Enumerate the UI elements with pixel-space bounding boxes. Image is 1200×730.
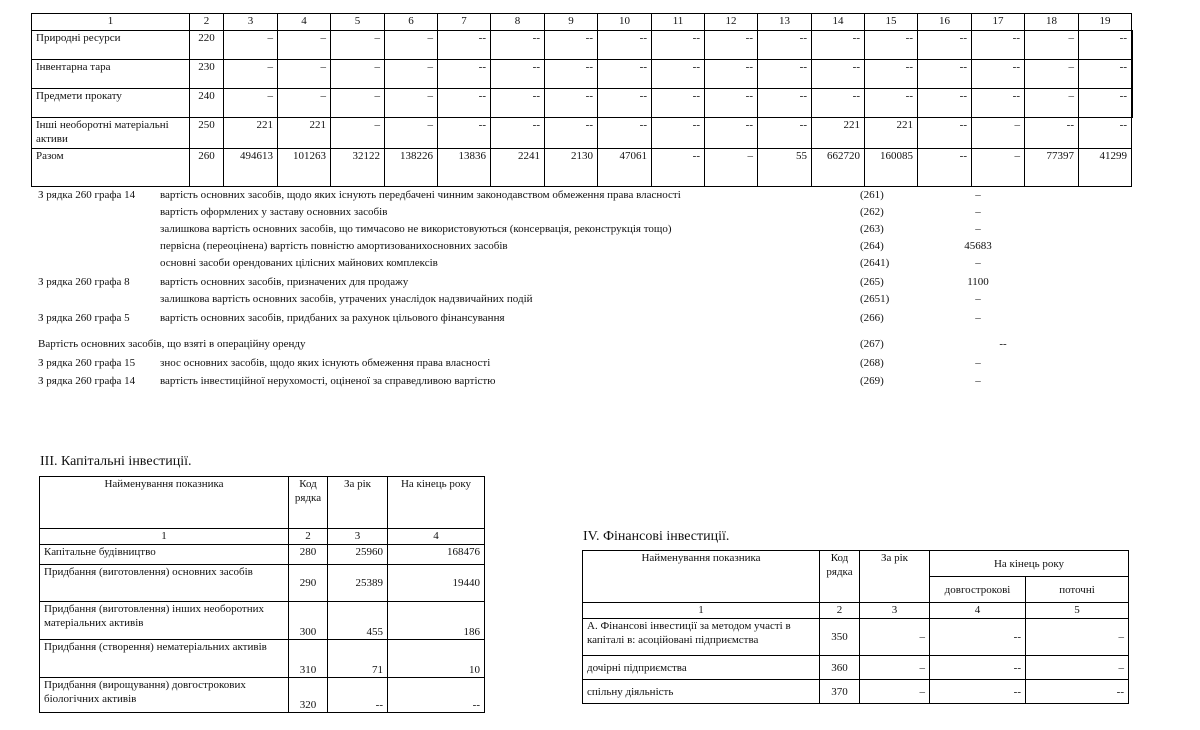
note-text: вартість основних засобів, призначених для продажу [160,276,409,288]
colnum: 3 [328,529,388,545]
colnum: 2 [820,603,860,619]
cell-value: -- [545,31,598,60]
table-row [583,656,1129,680]
note-code: (269) [860,375,884,387]
cell-value: 221 [224,118,278,149]
row-code: 240 [190,89,224,118]
cell-value: 77397 [1025,149,1079,187]
colnum: 3 [860,603,930,619]
cell-value: – [1025,31,1079,60]
cell-value: – [972,118,1025,149]
column-number: 19 [1079,14,1132,31]
row-code: 260 [190,149,224,187]
cell-value: -- [865,89,918,118]
header-year: За рік [328,477,388,529]
cell-value: -- [972,31,1025,60]
colnum: 1 [40,529,289,545]
note-code: (261) [860,189,884,201]
end-value: 186 [388,602,485,640]
cell-value: -- [918,31,972,60]
row-name: Інші необоротні матеріальні активи [32,118,190,149]
column-number: 11 [652,14,705,31]
header-end: На кінець року [388,477,485,529]
current-value: – [1026,619,1129,656]
row-name: Капітальне будівництво [40,545,289,565]
capital-investments-title: ІІІ. Капітальні інвестиції. [40,454,192,469]
table-row [32,60,1133,89]
row-code: 360 [820,656,860,680]
header-code: Код рядка [820,551,860,603]
note-row [38,356,1038,373]
column-number: 16 [918,14,972,31]
long-term-value: -- [930,656,1026,680]
header-code: Код рядка [289,477,328,529]
long-term-value: -- [930,680,1026,704]
column-number: 14 [812,14,865,31]
table-row [583,680,1129,704]
cell-value: 47061 [598,149,652,187]
note-code: (2641) [860,257,890,269]
header-long-term: довгострокові [930,577,1026,603]
cell-value: 221 [812,118,865,149]
cell-value: -- [705,60,758,89]
cell-value: -- [545,60,598,89]
header-current: поточні [1026,577,1129,603]
colnum: 5 [1026,603,1129,619]
column-number: 17 [972,14,1025,31]
cell-value [1132,60,1133,89]
note-text: знос основних засобів, щодо яких існують обмеження права власності [160,357,491,369]
cell-value: -- [652,149,705,187]
note-row [38,205,1038,222]
note-row [38,292,1038,309]
note-text: вартість оформлених у заставу основних засобів [160,206,388,218]
cell-value: – [224,31,278,60]
colnum: 4 [388,529,485,545]
table-row [40,678,485,713]
cell-value: – [385,89,438,118]
colnum: 1 [583,603,820,619]
column-number: 6 [385,14,438,31]
row-name: Придбання (виготовлення) інших необоротних матеріальних активів [40,602,289,640]
row-code: 350 [820,619,860,656]
row-name: Інвентарна тара [32,60,190,89]
note-code: (263) [860,223,884,235]
colnum: 2 [289,529,328,545]
column-number: 10 [598,14,652,31]
table-row [32,31,1133,60]
cell-value: -- [918,89,972,118]
cell-value: -- [758,89,812,118]
cell-value [1132,31,1133,60]
column-number-row [32,14,1133,31]
cell-value: -- [918,60,972,89]
cell-value: 41299 [1079,149,1132,187]
header-name: Найменування показника [40,477,289,529]
cell-value [1132,89,1133,118]
header-year: За рік [860,551,930,603]
cell-value: 138226 [385,149,438,187]
end-value: 10 [388,640,485,678]
note-prefix: З рядка 260 графа 14 [38,375,136,387]
note-row [38,275,1038,292]
row-name: спільну діяльність [583,680,820,704]
cell-value: – [278,89,331,118]
cell-value: 32122 [331,149,385,187]
row-code: 230 [190,60,224,89]
note-row [38,311,1038,328]
year-value: – [860,656,930,680]
column-number: 5 [331,14,385,31]
note-prefix: З рядка 260 графа 14 [38,189,136,201]
note-value: – [975,189,981,201]
cell-value: 221 [278,118,331,149]
cell-value: -- [865,31,918,60]
cell-value: – [331,118,385,149]
year-value: 455 [328,602,388,640]
cell-value: -- [865,60,918,89]
row-name: дочірні підприємства [583,656,820,680]
financial-investments-table [582,550,1129,704]
row-name: Разом [32,149,190,187]
year-value: 25389 [328,565,388,602]
note-value: -- [999,338,1007,350]
note-text: вартість основних засобів, щодо яких існують передбачені чинним законодавством обмеження права власності [160,189,681,201]
note-row [38,239,1038,256]
cell-value: – [385,118,438,149]
cell-value: -- [652,89,705,118]
row-name: Придбання (виготовлення) основних засобів [40,565,289,602]
note-prefix: З рядка 260 графа 15 [38,357,136,369]
column-number: 7 [438,14,491,31]
cell-value: – [705,149,758,187]
column-number: 12 [705,14,758,31]
fixed-assets-table [31,13,1133,187]
note-row [38,256,1038,273]
table-row [32,149,1133,187]
note-code: (267) [860,338,884,350]
cell-value: 2130 [545,149,598,187]
cell-value: -- [972,60,1025,89]
capital-investments-table [39,476,485,713]
note-code: (264) [860,240,884,252]
table-row [40,565,485,602]
end-value: 19440 [388,565,485,602]
note-text: первісна (переоцінена) вартість повністю амортизованихосновних засобів [160,240,508,252]
cell-value: 2241 [491,149,545,187]
header-name: Найменування показника [583,551,820,603]
note-row [38,374,1038,391]
colnum: 4 [930,603,1026,619]
table-row [32,89,1133,118]
cell-value: -- [758,60,812,89]
cell-value: 160085 [865,149,918,187]
note-value: 45683 [964,240,992,252]
long-term-value: -- [930,619,1026,656]
cell-value: -- [1079,89,1132,118]
note-text: вартість інвестиційної нерухомості, оціненої за справедливою вартістю [160,375,496,387]
cell-value: – [972,149,1025,187]
year-value: 71 [328,640,388,678]
note-value: – [975,293,981,305]
row-name: Придбання (вирощування) довгострокових біологічних активів [40,678,289,713]
financial-investments-title: IV. Фінансові інвестиції. [583,529,730,544]
note-text: залишкова вартість основних засобів, утрачених унаслідок надзвичайних подій [160,293,533,305]
cell-value: 494613 [224,149,278,187]
column-number: 1 [32,14,190,31]
cell-value: 662720 [812,149,865,187]
cell-value: -- [1079,60,1132,89]
cell-value: -- [438,31,491,60]
cell-value: -- [812,31,865,60]
row-code: 320 [289,678,328,713]
column-number: 13 [758,14,812,31]
row-name: А. Фінансові інвестиції за методом участі в капіталі в: асоційовані підприємства [583,619,820,656]
cell-value: -- [1079,31,1132,60]
note-code: (262) [860,206,884,218]
row-code: 290 [289,565,328,602]
current-value: -- [1026,680,1129,704]
year-value: 25960 [328,545,388,565]
cell-value: – [224,60,278,89]
row-code: 220 [190,31,224,60]
table-row [32,118,1133,149]
note-code: (2651) [860,293,890,305]
note-code: (265) [860,276,884,288]
cell-value: 55 [758,149,812,187]
column-number: 15 [865,14,918,31]
cell-value: -- [598,118,652,149]
note-row [38,222,1038,239]
end-value: 168476 [388,545,485,565]
cell-value: -- [705,89,758,118]
cell-value: – [331,89,385,118]
cell-value: -- [438,89,491,118]
cell-value: -- [438,60,491,89]
cell-value: -- [1079,118,1132,149]
cell-value: -- [438,118,491,149]
row-name: Природні ресурси [32,31,190,60]
cell-value: -- [705,31,758,60]
row-code: 280 [289,545,328,565]
end-value: -- [388,678,485,713]
cell-value: -- [652,31,705,60]
note-prefix: З рядка 260 графа 8 [38,276,130,288]
column-number: 8 [491,14,545,31]
cell-value: – [1025,89,1079,118]
cell-value: -- [491,31,545,60]
note-row [38,188,1038,205]
cell-value: – [331,60,385,89]
cell-value: 101263 [278,149,331,187]
note-value: – [975,206,981,218]
note-value: – [975,312,981,324]
table-row [583,619,1129,656]
note-code: (268) [860,357,884,369]
cell-value: -- [758,118,812,149]
column-number: 3 [224,14,278,31]
column-number: 9 [545,14,598,31]
note-row [38,337,1038,354]
row-code: 300 [289,602,328,640]
cell-value: -- [652,118,705,149]
table-row [40,602,485,640]
cell-value: -- [918,118,972,149]
cell-value: -- [758,31,812,60]
cell-value: -- [545,89,598,118]
year-value: – [860,680,930,704]
cell-value: -- [705,118,758,149]
year-value: – [860,619,930,656]
note-value: – [975,375,981,387]
cell-value: -- [812,89,865,118]
note-text: залишкова вартість основних засобів, що тимчасово не використовуються (консервація, реконструкція тощо) [160,223,672,235]
cell-value: -- [652,60,705,89]
cell-value: – [331,31,385,60]
cell-value: – [385,60,438,89]
cell-value: 13836 [438,149,491,187]
note-value: – [975,357,981,369]
cell-value: -- [491,60,545,89]
note-text: вартість основних засобів, придбаних за рахунок цільового фінансування [160,312,505,324]
table-row [40,545,485,565]
cell-value: – [278,60,331,89]
note-text: Вартість основних засобів, що взяті в операційну оренду [38,338,306,350]
column-number: 2 [190,14,224,31]
note-value: – [975,257,981,269]
row-name: Придбання (створення) нематеріальних активів [40,640,289,678]
cell-value: -- [972,89,1025,118]
row-code: 370 [820,680,860,704]
cell-value: -- [598,31,652,60]
row-code: 310 [289,640,328,678]
cell-value: – [278,31,331,60]
column-number: 18 [1025,14,1079,31]
note-text: основні засоби орендованих цілісних майнових комплексів [160,257,438,269]
header-end: На кінець року [930,551,1129,577]
cell-value: – [385,31,438,60]
cell-value: -- [918,149,972,187]
row-code: 250 [190,118,224,149]
note-prefix: З рядка 260 графа 5 [38,312,130,324]
cell-value: -- [812,60,865,89]
row-name: Предмети прокату [32,89,190,118]
table-row [40,640,485,678]
cell-value: 221 [865,118,918,149]
note-value: 1100 [967,276,989,288]
year-value: -- [328,678,388,713]
cell-value: -- [491,118,545,149]
cell-value: -- [1025,118,1079,149]
cell-value: -- [545,118,598,149]
column-number: 4 [278,14,331,31]
cell-value: -- [598,89,652,118]
cell-value: -- [491,89,545,118]
note-value: – [975,223,981,235]
current-value: – [1026,656,1129,680]
cell-value: – [1025,60,1079,89]
cell-value: – [224,89,278,118]
cell-value: -- [598,60,652,89]
note-code: (266) [860,312,884,324]
